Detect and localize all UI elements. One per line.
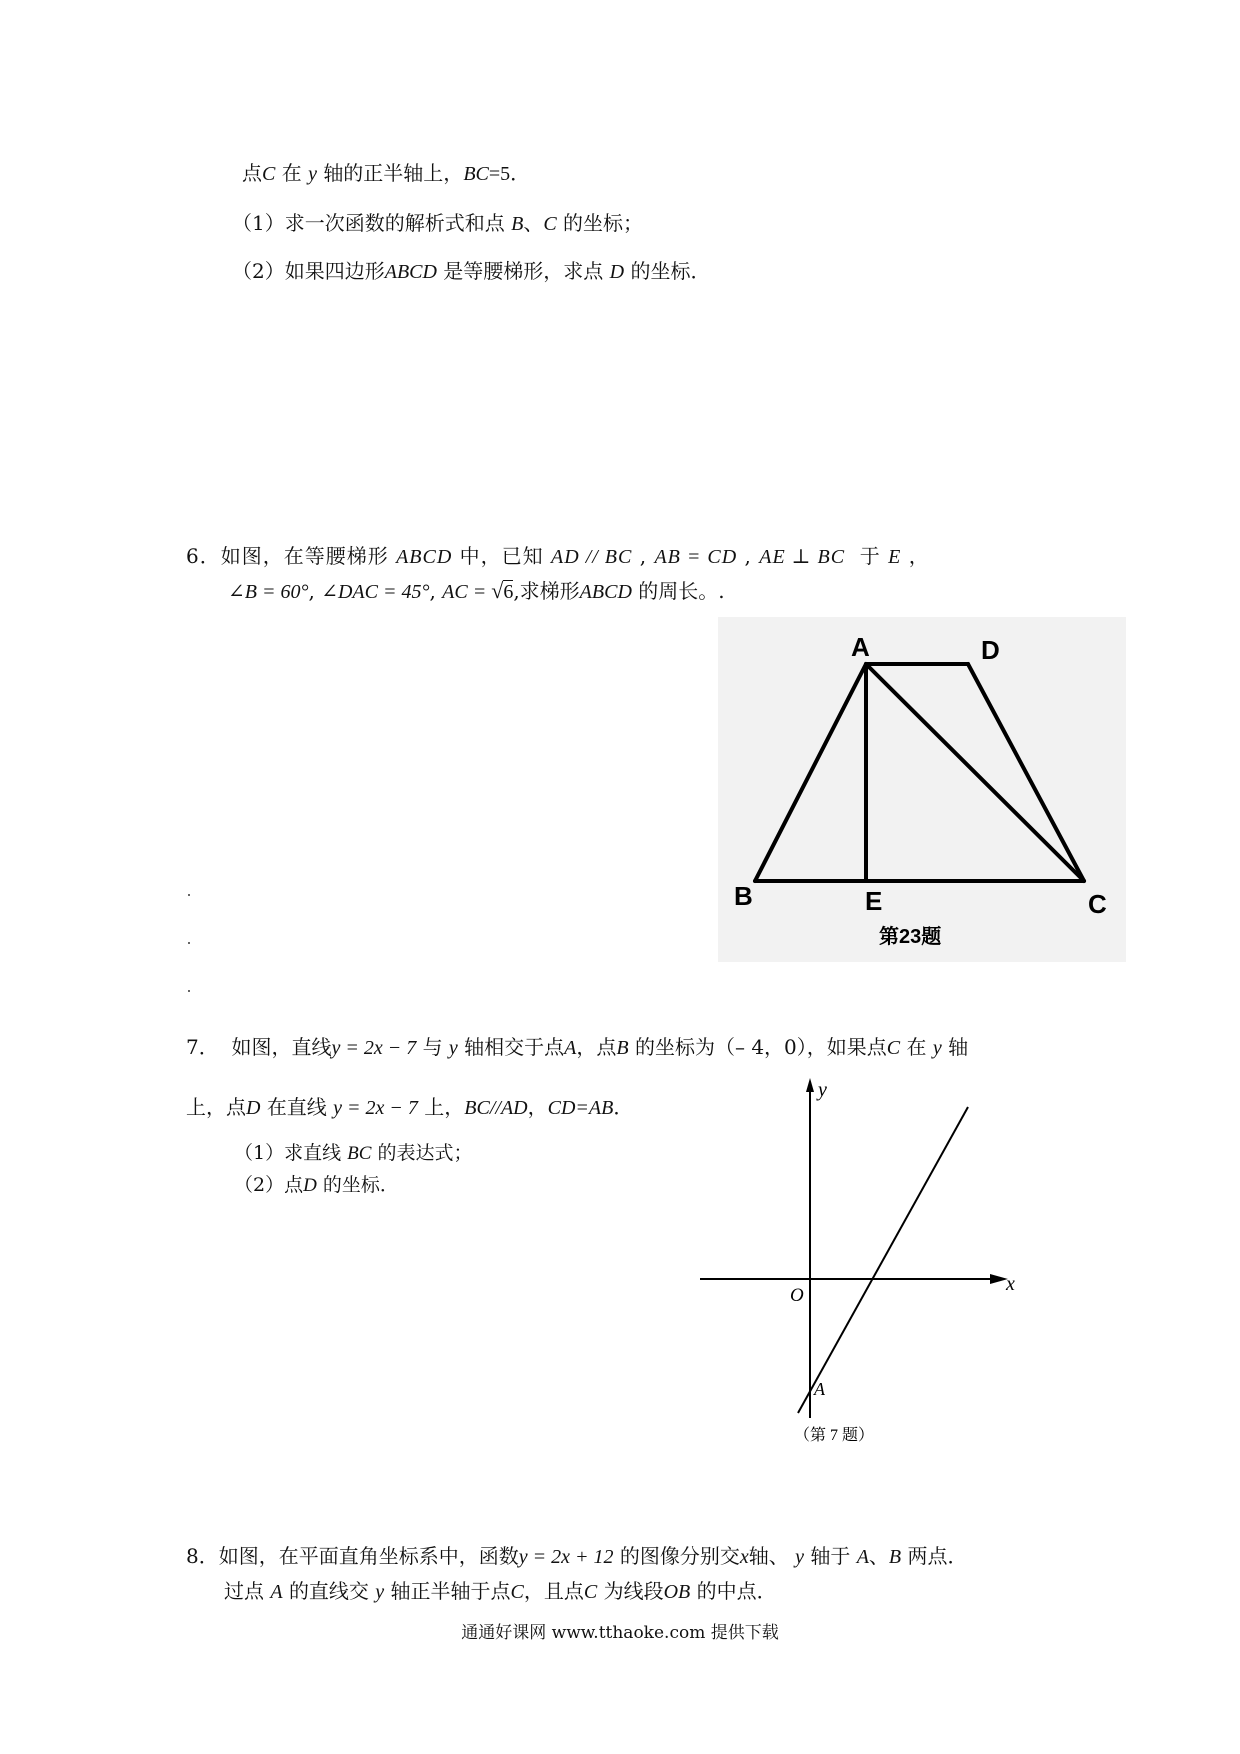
var: C [262, 163, 276, 185]
text: 在 [281, 161, 302, 185]
text: 是等腰梯形，求点 [436, 259, 604, 283]
label-y: y [818, 1079, 827, 1101]
text: 与 [422, 1035, 443, 1059]
label-x: x [1006, 1273, 1015, 1295]
p6-line-1: 6．如图，在等腰梯形 ABCD 中，已知 AD // BC , AB = CD , AE ⊥ BC 于 E ， [186, 544, 930, 568]
text: 点 [242, 161, 262, 185]
var: B [511, 213, 524, 235]
var: C [510, 1581, 524, 1603]
math: AB = CD [654, 546, 738, 568]
text: 于 [859, 544, 881, 568]
text: 在直线 [266, 1095, 327, 1119]
math: AE ⊥ BC [759, 546, 846, 568]
var: y [795, 1546, 804, 1568]
text: （2）如果四边形 [232, 259, 385, 283]
text: 轴于 [810, 1544, 851, 1568]
var: E [888, 546, 902, 568]
p6-line-2: ∠B = 60°, ∠DAC = 45°, AC = √6,求梯形ABCD 的周长。. [228, 578, 725, 603]
text: 、 [868, 1544, 889, 1568]
var: B [616, 1037, 629, 1059]
text: 轴 [948, 1035, 969, 1059]
var: C [886, 1037, 901, 1059]
var: D [609, 261, 625, 283]
var: y [448, 1037, 458, 1059]
p7-line-1 [186, 1034, 968, 1061]
text: 轴相交于点 [464, 1035, 565, 1059]
var: D [246, 1097, 261, 1119]
text: 7． [186, 1035, 219, 1059]
scan-speck [188, 894, 190, 896]
y-axis-arrow [806, 1078, 814, 1092]
text: 6．如图，在等腰梯形 [186, 544, 389, 568]
math: CD=AB [547, 1097, 614, 1119]
text: 为线段 [603, 1579, 664, 1603]
math: y = 2x + 12 [518, 1546, 614, 1568]
math: BC//AD [464, 1097, 528, 1119]
sqrt-sign: √ [491, 578, 504, 603]
label-D: D [981, 635, 1000, 665]
text: 中，已知 [459, 544, 544, 568]
trapezoid-figure [718, 617, 1126, 962]
p5-question-2 [232, 258, 710, 285]
text: 的图像分别交 [619, 1544, 740, 1568]
text: 、 [523, 211, 544, 235]
p8-line-2 [224, 1578, 777, 1605]
math: AD // BC [551, 546, 633, 568]
text: 两点． [907, 1544, 968, 1568]
label-A: A [851, 632, 870, 662]
text: 过点 [224, 1579, 264, 1603]
text: ，点 [576, 1035, 617, 1059]
var: ABCD [579, 581, 632, 603]
text: 的坐标． [322, 1174, 399, 1196]
label-B: B [734, 881, 753, 911]
text: 8．如图，在平面直角坐标系中，函数 [186, 1544, 519, 1568]
text: 轴正半轴于点 [390, 1579, 511, 1603]
text: ，且点 [523, 1579, 584, 1603]
var: x [739, 1546, 749, 1568]
text: 的直线交 [288, 1579, 369, 1603]
math: ∠DAC = 45° [321, 581, 430, 603]
text: 在 [906, 1035, 927, 1059]
p5-line [242, 160, 530, 187]
page-footer: 通通好课网 www.tthaoke.com 提供下载 [461, 1623, 779, 1643]
figure-caption: （第 7 题） [794, 1427, 875, 1444]
text: 的中点． [696, 1579, 777, 1603]
math: y = 2x − 7 [331, 1037, 417, 1059]
text: 的周长。. [638, 579, 725, 603]
label-E: E [865, 886, 883, 916]
figure-caption: 第23题 [879, 926, 942, 948]
text: ． [613, 1095, 634, 1119]
coordinate-figure [690, 1068, 1030, 1458]
var: ABCD [384, 261, 437, 283]
text: =5． [488, 163, 531, 185]
math: y = 2x − 7 [333, 1097, 418, 1119]
sqrt-value: 6 [503, 581, 514, 603]
var: OB [663, 1581, 691, 1603]
text: ,求梯形 [513, 579, 580, 603]
label-O: O [790, 1285, 804, 1306]
p5-question-1 [232, 210, 643, 237]
text: （1）求一次函数的解析式和点 [232, 211, 505, 235]
line-y-2x-7 [798, 1107, 968, 1413]
text: （1）求直线 [234, 1142, 342, 1164]
var: A [564, 1037, 577, 1059]
var: C [583, 1581, 598, 1603]
p7-question-2 [234, 1172, 399, 1199]
var: D [303, 1175, 317, 1196]
p7-line-2 [186, 1094, 633, 1121]
text: 上， [424, 1095, 465, 1119]
var: A [856, 1546, 869, 1568]
text: ， [908, 544, 930, 568]
text: 的坐标； [556, 211, 644, 235]
text: （2）点 [234, 1174, 304, 1196]
text: 的坐标． [624, 259, 711, 283]
var: y [932, 1037, 942, 1059]
var: BC [463, 163, 489, 185]
p7-question-1 [234, 1140, 472, 1167]
math: ∠B = 60° [228, 581, 309, 603]
p8-line-1 [186, 1543, 968, 1570]
math: AC = [442, 581, 492, 603]
text: 轴、 [748, 1544, 789, 1568]
label-C: C [1088, 889, 1107, 919]
text: 如图，直线 [231, 1035, 332, 1059]
var: y [375, 1581, 385, 1603]
var: ABCD [396, 546, 453, 568]
text: 上，点 [186, 1095, 246, 1119]
text: ， [527, 1095, 548, 1119]
figure-background [718, 617, 1126, 962]
text: 轴的正半轴上， [323, 161, 464, 185]
var: BC [347, 1143, 372, 1164]
var: y [308, 163, 317, 185]
scan-speck [188, 942, 190, 944]
text: 的坐标为（– 4，0），如果点 [634, 1035, 887, 1059]
scan-speck [188, 990, 190, 992]
var: A [270, 1581, 283, 1603]
text: 的表达式； [377, 1142, 473, 1164]
var: C [543, 213, 557, 235]
var: B [888, 1546, 902, 1568]
label-A: A [814, 1379, 825, 1399]
